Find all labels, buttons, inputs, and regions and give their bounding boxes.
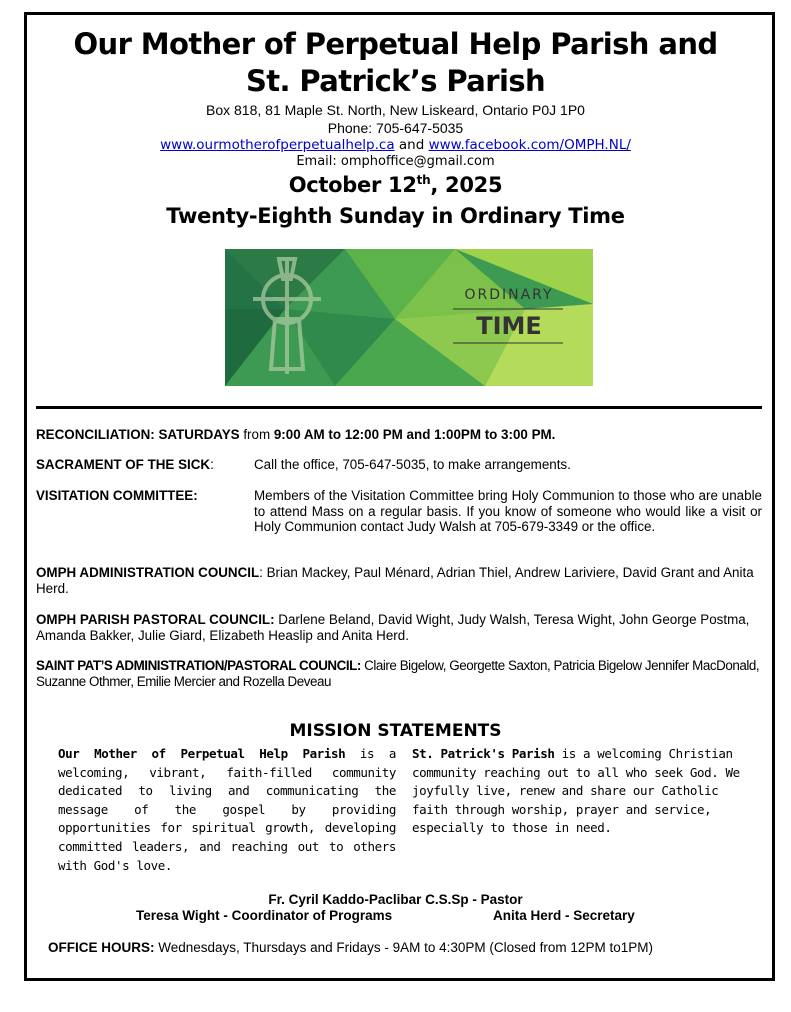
reconciliation — [36, 427, 762, 443]
sick-text: Call the office, 705-647-5035, to make arrangements. — [254, 457, 571, 472]
pastoral-council — [36, 612, 762, 643]
date-main: October 12 — [288, 173, 417, 197]
saintpat-label: SAINT PAT’S ADMINISTRATION/PASTORAL COUNCIL: — [36, 658, 361, 673]
visitation-label: VISITATION COMMITTEE: — [36, 488, 198, 503]
banner-line1: ORDINARY — [464, 287, 554, 303]
parish-title-line1: Our Mother of Perpetual Help Parish and — [73, 27, 718, 61]
address: Box 818, 81 Maple St. North, New Liskeard, Ontario P0J 1P0 — [206, 102, 585, 118]
saintpat-text: Claire Bigelow, Georgette Saxton, Patricia Bigelow Jennifer MacDonald, Suzanne Othmer, Emilie Mercier and Rozella Deveau — [36, 658, 760, 689]
secretary: Anita Herd - Secretary — [493, 908, 635, 923]
coordinator: Teresa Wight - Coordinator of Programs — [136, 908, 393, 923]
office-hours-text: Wednesdays, Thursdays and Fridays - 9AM to 4:30PM (Closed from 12PM to1PM) — [154, 940, 653, 955]
admin-label: OMPH ADMINISTRATION COUNCIL — [36, 565, 260, 580]
omph-name: Our Mother of Perpetual Help Parish — [58, 746, 346, 761]
pastoral-text: Darlene Beland, David Wight, Judy Walsh, Teresa Wight, John George Postma, Amanda Bakker, Julie Giard, Elizabeth Heaslip and Anita Herd. — [36, 612, 750, 643]
admin-council — [36, 565, 762, 596]
and-text: and — [398, 137, 425, 153]
reconciliation-times: 9:00 AM to 12:00 PM and 1:00PM to 3:00 PM. — [273, 427, 556, 442]
parish-title-line2: St. Patrick’s Parish — [245, 64, 546, 98]
banner-line2: TIME — [476, 312, 542, 340]
office-hours — [48, 940, 768, 955]
omph-mission-text: is a welcoming, vibrant, faith-filled community dedicated to living and communicating the message of the gospel by providing opportunities for spiritual growth, developing committed leaders, and reaching out to others with God's love. — [58, 746, 396, 873]
date-suffix: th — [416, 173, 431, 187]
phone: Phone: 705-647-5035 — [327, 120, 464, 136]
pastoral-label: OMPH PARISH PASTORAL COUNCIL: — [36, 612, 275, 627]
admin-text: : Brian Mackey, Paul Ménard, Adrian Thiel, Andrew Lariviere, David Grant and Anita Herd. — [36, 565, 754, 596]
mission-heading: MISSION STATEMENTS — [289, 721, 502, 741]
office-hours-label: OFFICE HOURS: — [48, 940, 155, 955]
ordinary-time-banner — [225, 249, 593, 386]
facebook-link[interactable]: www.facebook.com/OMPH.NL/ — [428, 137, 631, 153]
saintpat-council — [36, 658, 766, 689]
reconciliation-label: RECONCILIATION: SATURDAYS — [36, 427, 240, 442]
reconciliation-from: from — [243, 427, 271, 442]
pastor: Fr. Cyril Kaddo-Paclibar C.S.Sp - Pastor — [268, 892, 523, 907]
visitation-text: Members of the Visitation Committee bring Holy Communion to those who are unable to attend Mass on a regular basis. If you know of someone who would like a visit or Holy Communion contact Judy Walsh at 705-679-3349 or the office. — [254, 488, 762, 534]
stpat-name: St. Patrick's Parish — [412, 746, 555, 761]
date-year: , 2025 — [430, 173, 503, 197]
stpat-mission-text: is a welcoming Christian community reaching out to all who seek God. We joyfully live, renew and share our Catholic faith through worship, prayer and service, especially to those in need. — [412, 746, 740, 836]
stpat-mission — [412, 745, 752, 838]
sick-label: SACRAMENT OF THE SICK — [36, 457, 211, 472]
sick-label-wrap — [36, 457, 256, 473]
email: Email: omphoffice@gmail.com — [296, 154, 495, 169]
links-line — [0, 137, 791, 153]
sick-colon: : — [210, 457, 214, 472]
liturgical-sunday: Twenty-Eighth Sunday in Ordinary Time — [166, 204, 625, 228]
bulletin-date — [0, 173, 791, 197]
omph-mission — [58, 745, 396, 875]
website-link[interactable]: www.ourmotherofperpetualhelp.ca — [160, 137, 395, 153]
section-divider — [36, 406, 762, 409]
